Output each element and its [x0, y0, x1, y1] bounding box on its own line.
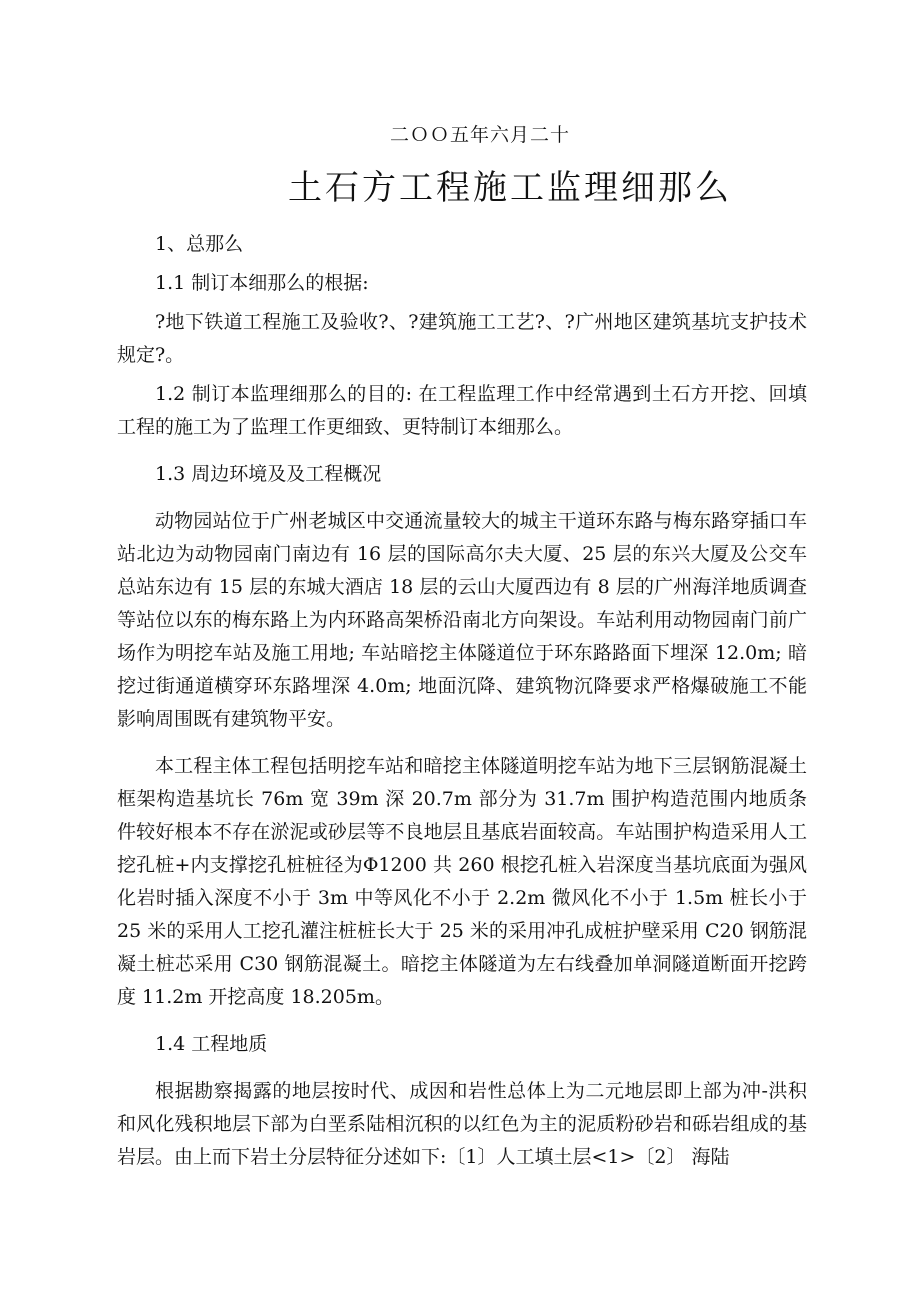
- paragraph-purpose: 1.2 制订本监理细那么的目的: 在工程监理工作中经常遇到土石方开挖、回填工程的施工为了监理工作更细致、更特制订本细那么。: [117, 383, 807, 438]
- document-body: [117, 228, 807, 1174]
- subsection-heading-1-3: 1.3 周边环境及及工程概况: [155, 463, 382, 485]
- paragraph-project-overview: 本工程主体工程包括明挖车站和暗挖主体隧道明挖车站为地下三层钢筋混凝土框架构造基坑长 76m 宽 39m 深 20.7m 部分为 31.7m 围护构造范围内地质条件较好根本不存在淤泥或砂层等不良地层且基底岩面较高。车站围护构造采用人工挖孔桩+内支撑挖孔桩桩径为Φ1200 共 260 根挖孔桩入岩深度当基坑底面为强风化岩时插入深度不小于 3m 中等风化不小于 2.2m 微风化不小于 1.5m 桩长小于 25 米的采用人工挖孔灌注桩桩长大于 25 米的采用冲孔成桩护壁采用 C20 钢筋混凝土桩芯采用 C30 钢筋混凝土。暗挖主体隧道为左右线叠加单洞隧道断面开挖跨度 11.2m 开挖高度 18.205m。: [117, 755, 807, 1008]
- paragraph-references: ?地下铁道工程施工及验收?、?建筑施工工艺?、?广州地区建筑基坑支护技术规定?。: [117, 311, 807, 366]
- section-heading-1: 1、总那么: [155, 233, 244, 255]
- date-line: 二ＯＯ五年六月二十: [389, 124, 570, 146]
- subsection-heading-1-1: 1.1 制订本细那么的根据:: [155, 272, 369, 294]
- document-title: 土石方工程施工监理细那么: [288, 168, 732, 208]
- paragraph-environment: 动物园站位于广州老城区中交通流量较大的城主干道环东路与梅东路穿插口车站北边为动物园南门南边有 16 层的国际高尔夫大厦、25 层的东兴大厦及公交车总站东边有 15 层的东城大酒店 18 层的云山大厦西边有 8 层的广州海洋地质调查等站位以东的梅东路上为内环路高架桥沿南北方向架设。车站利用动物园南门前广场作为明挖车站及施工用地; 车站暗挖主体隧道位于环东路路面下埋深 12.0m; 暗挖过街通道横穿环东路埋深 4.0m; 地面沉降、建筑物沉降要求严格爆破施工不能影响周围既有建筑物平安。: [117, 510, 807, 730]
- paragraph-geology: 根据勘察揭露的地层按时代、成因和岩性总体上为二元地层即上部为冲-洪积和风化残积地层下部为白垩系陆相沉积的以红色为主的泥质粉砂岩和砾岩组成的基岩层。由上而下岩土分层特征分述如下:〔1〕人工填土层<1>〔2〕 海陆: [117, 1080, 807, 1168]
- subsection-heading-1-4: 1.4 工程地质: [155, 1033, 268, 1055]
